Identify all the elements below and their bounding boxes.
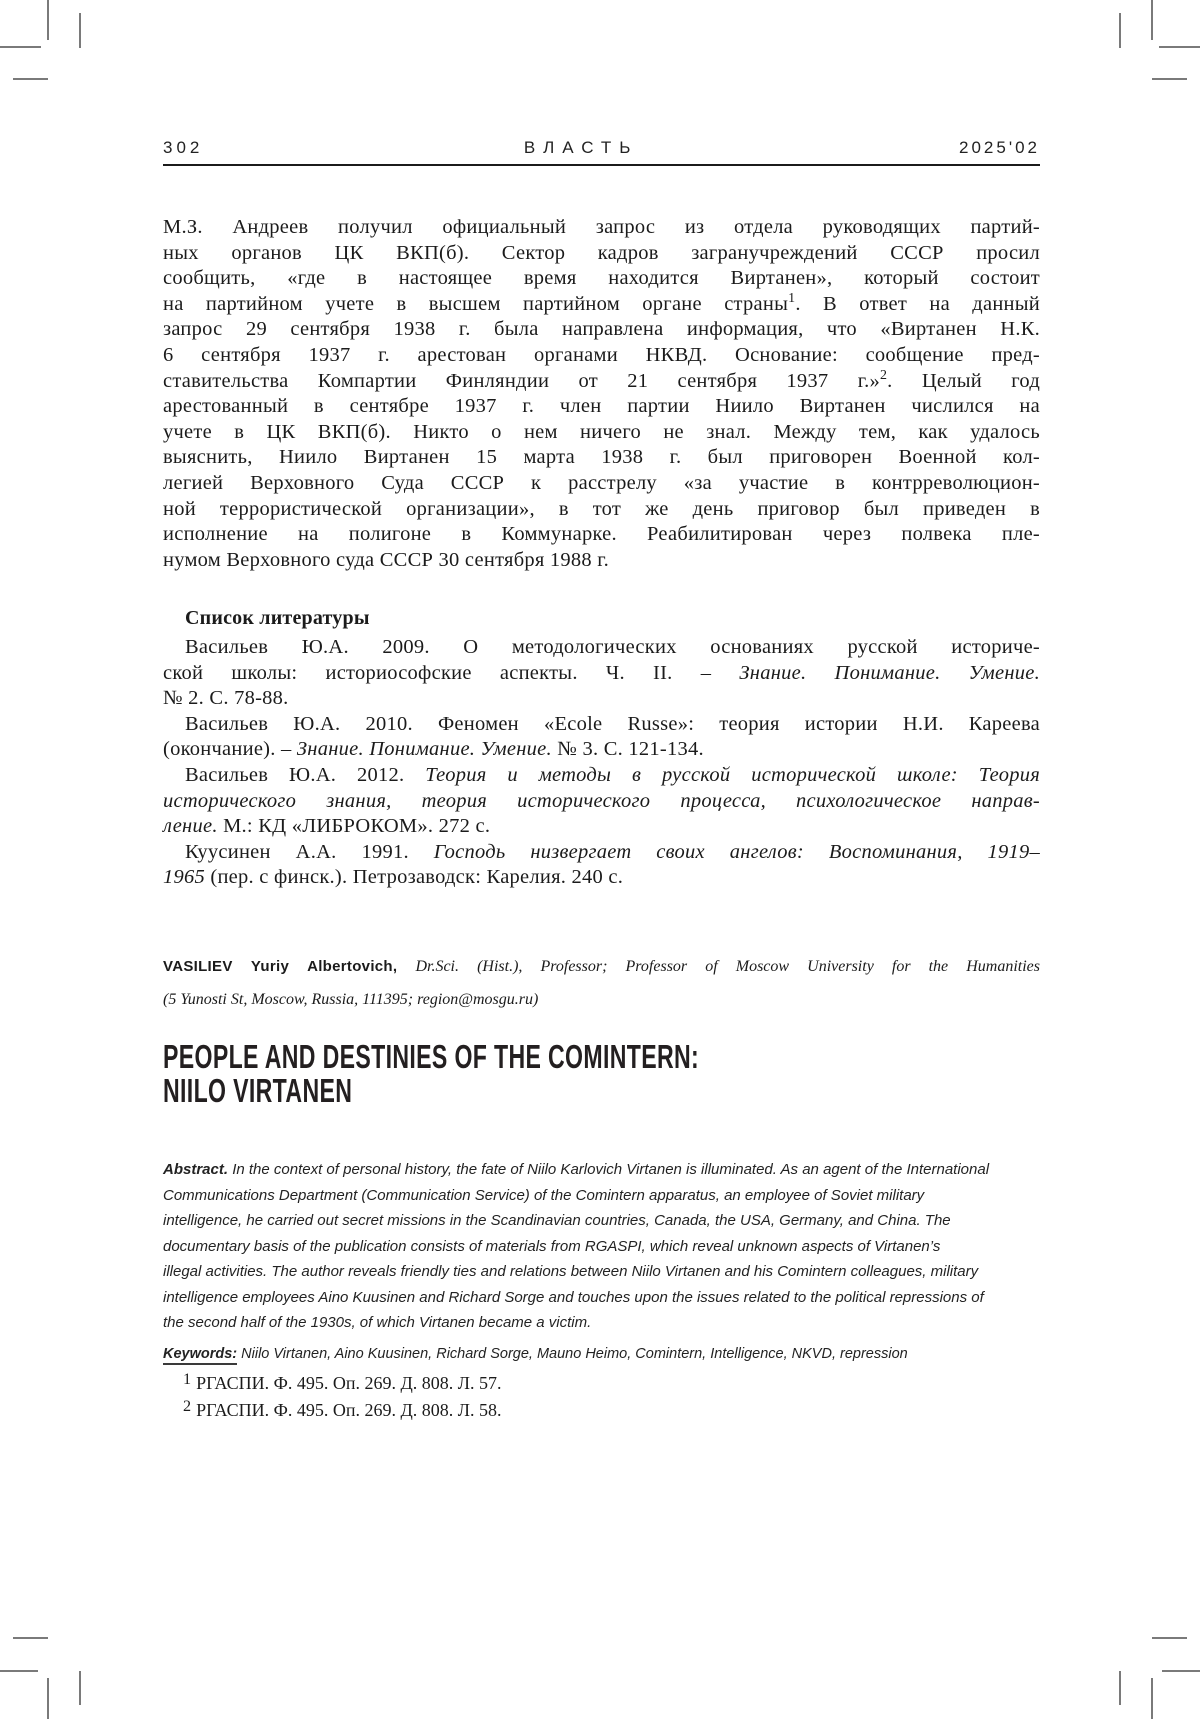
text-line <box>163 343 1040 369</box>
crop-mark <box>1151 0 1153 40</box>
running-header <box>163 138 1040 166</box>
text-line <box>163 369 1040 395</box>
text-segment: 2 <box>183 1397 192 1415</box>
text-segment: VASILIEV Yuriy Albertovich, <box>163 958 398 975</box>
text-segment: Знание. Понимание. Умение. <box>739 661 1041 684</box>
text-segment: ление. <box>163 815 218 838</box>
text-line <box>163 215 1040 241</box>
text-line <box>163 950 1040 983</box>
text-segment: intelligence, he carried out secret missions in the Scandinavian countries, Canada, the USA, Germany, and China. The <box>163 1212 951 1229</box>
text-line <box>163 317 1040 343</box>
text-segment: intelligence employees Aino Kuusinen and Richard Sorge and touches upon the issues related to the political repressions of <box>163 1288 984 1306</box>
text-line <box>163 471 1040 497</box>
text-line <box>163 1157 1040 1183</box>
text-segment: Теория и методы в русской исторической школе: Теория <box>425 763 1040 786</box>
text-segment: Keywords: <box>163 1346 237 1365</box>
reference-item <box>163 635 1040 712</box>
crop-mark <box>1152 1637 1187 1639</box>
text-segment: легией Верховного Суда СССР к расстрелу «за участие в контрреволюцион- <box>163 471 1040 494</box>
crop-mark <box>0 46 41 48</box>
text-segment: РГАСПИ. Ф. 495. Оп. 269. Д. 808. Л. 57. <box>196 1373 502 1393</box>
text-segment: Куусинен А.А. 1991. <box>185 840 434 863</box>
text-segment: ставительства Компартии Финляндии от 21 сентября 1937 г.» <box>163 369 880 392</box>
text-line <box>163 1370 1040 1397</box>
text-line <box>163 1342 1040 1367</box>
text-line <box>163 686 1040 712</box>
text-segment: М.З. Андреев получил официальный запрос из отдела руководящих партий- <box>163 216 1040 238</box>
text-line <box>163 241 1040 267</box>
references-list <box>163 635 1040 891</box>
text-segment: Communications Department (Communication Service) of the Comintern apparatus, an employee of Soviet military <box>163 1186 925 1204</box>
crop-mark <box>79 1671 81 1705</box>
text-segment: Abstract. <box>163 1161 229 1178</box>
text-segment: Васильев Ю.А. 2012. <box>185 763 426 786</box>
text-segment: documentary basis of the publication consists of materials from RGASPI, which reveal unknown aspects of Virtanen’s <box>163 1237 941 1255</box>
text-segment: Васильев Ю.А. 2009. О методологических основаниях русской историче- <box>185 636 1040 658</box>
text-segment: PEOPLE AND DESTINIES OF THE COMINTERN: <box>163 1038 700 1075</box>
text-line <box>163 1071 777 1109</box>
text-segment: учете в ЦК ВКП(б). Никто о нем ничего не знал. Между тем, как удалось <box>163 420 1040 443</box>
text-line <box>163 661 1040 687</box>
text-segment: Niilo Virtanen, Aino Kuusinen, Richard Sorge, Mauno Heimo, Comintern, Intelligence, NKVD, repression <box>237 1346 908 1362</box>
text-line <box>163 1040 777 1074</box>
text-line <box>163 1208 1040 1234</box>
text-line <box>163 712 1040 738</box>
text-segment: . Целый год <box>887 369 1040 392</box>
reference-item <box>163 712 1040 763</box>
text-line <box>163 1285 1040 1311</box>
crop-mark <box>1151 1678 1153 1719</box>
author-info-en <box>163 950 1040 1016</box>
reference-item <box>163 840 1040 891</box>
text-segment: 6 сентября 1937 г. арестован органами НКВД. Основание: сообщение пред- <box>163 343 1040 366</box>
text-segment: (5 Yunosti St, Moscow, Russia, 111395; region@mosgu.ru) <box>163 991 539 1008</box>
text-segment: 1 <box>183 1370 192 1388</box>
keywords <box>163 1342 1040 1367</box>
text-line <box>163 522 1040 548</box>
crop-mark <box>47 0 49 40</box>
text-segment: Господь низвергает своих ангелов: Воспоминания, 1919– <box>433 840 1040 863</box>
text-segment: № 2. С. 78-88. <box>163 687 289 710</box>
text-line <box>163 1259 1040 1285</box>
crop-mark <box>0 1670 38 1672</box>
text-line <box>163 394 1040 420</box>
crop-mark <box>1119 13 1121 48</box>
text-segment: ной террористической организации», в тот же день приговор был приведен в <box>163 497 1040 520</box>
text-segment: арестованный в сентябре 1937 г. член партии Ниило Виртанен числился на <box>163 395 1040 418</box>
crop-mark <box>1162 1670 1200 1672</box>
crop-mark <box>79 13 81 48</box>
text-segment: NIILO VIRTANEN <box>163 1071 353 1109</box>
text-line <box>163 983 1040 1016</box>
crop-mark <box>13 78 48 80</box>
text-segment: запрос 29 сентября 1938 г. была направлена информация, что «Виртанен Н.К. <box>163 318 1040 341</box>
text-segment: на партийном учете в высшем партийном органе страны <box>163 292 789 315</box>
text-segment: № 3. С. 121-134. <box>551 738 704 761</box>
text-segment: Dr.Sci. (Hist.), Professor; Professor of Moscow University for the Humanities <box>397 958 1041 975</box>
text-segment: 1965 <box>163 866 205 889</box>
text-segment: М.: КД «ЛИБРОКОМ». 272 с. <box>217 815 491 838</box>
text-segment: In the context of personal history, the fate of Niilo Karlovich Virtanen is illuminated. As an agent of the International <box>228 1161 990 1178</box>
crop-mark <box>1119 1671 1121 1705</box>
text-segment: сообщить, «где в настоящее время находится Виртанен», который состоит <box>163 267 1040 290</box>
text-segment: the second half of the 1930s, of which Virtanen became a victim. <box>163 1314 592 1331</box>
text-segment: нумом Верховного суда СССР 30 сентября 1988 г. <box>163 548 610 571</box>
text-line <box>163 445 1040 471</box>
text-segment: illegal activities. The author reveals friendly ties and relations between Niilo Virtanen and his Comintern colleagues, military <box>163 1263 979 1280</box>
text-line <box>163 420 1040 446</box>
issue-number: 2025'02 <box>959 138 1040 157</box>
text-segment: Знание. Понимание. Умение. <box>296 738 552 761</box>
article-title-en <box>163 1040 1040 1107</box>
crop-mark <box>13 1637 48 1639</box>
text-line <box>163 292 1040 318</box>
body-paragraph <box>163 215 1040 573</box>
text-line <box>163 865 1040 891</box>
text-segment: 2 <box>879 367 888 383</box>
text-line <box>163 789 1040 815</box>
crop-mark <box>47 1678 49 1719</box>
text-line <box>163 1234 1040 1260</box>
text-segment: исторического знания, теория исторического процесса, психологическое направ- <box>163 789 1040 812</box>
text-line <box>163 548 1040 574</box>
text-segment: ской школы: историософские аспекты. Ч. II. – <box>163 661 740 684</box>
reference-item <box>163 763 1040 840</box>
page-number: 302 <box>163 138 204 157</box>
crop-mark <box>1152 78 1187 80</box>
text-segment: Васильев Ю.А. 2010. Феномен «Ecole Russe»: теория истории Н.И. Кареева <box>185 712 1040 735</box>
text-line <box>163 763 1040 789</box>
text-line <box>163 1397 1040 1424</box>
text-segment: . В ответ на данный <box>795 292 1041 315</box>
abstract <box>163 1157 1040 1336</box>
crop-mark <box>1159 46 1200 48</box>
text-segment: выяснить, Ниило Виртанен 15 марта 1938 г. был приговорен Военной кол- <box>163 446 1040 469</box>
text-segment: ных органов ЦК ВКП(б). Сектор кадров загранучреждений СССР просил <box>163 241 1040 264</box>
text-line <box>163 1310 1040 1336</box>
text-line <box>163 266 1040 292</box>
text-segment: (пер. с финск.). Петрозаводск: Карелия. 240 с. <box>205 866 624 889</box>
text-segment: исполнение на полигоне в Коммунарке. Реабилитирован через полвека пле- <box>163 523 1040 546</box>
text-line <box>163 814 1040 840</box>
text-segment: 1 <box>788 290 796 306</box>
text-segment: РГАСПИ. Ф. 495. Оп. 269. Д. 808. Л. 58. <box>196 1400 502 1420</box>
references-heading: Список литературы <box>185 607 370 629</box>
text-line <box>163 840 1040 866</box>
text-segment: (окончание). – <box>163 738 297 761</box>
text-line <box>163 635 1040 661</box>
text-line <box>163 1183 1040 1209</box>
text-line <box>163 497 1040 523</box>
footnotes <box>163 1370 1040 1424</box>
text-line <box>163 737 1040 763</box>
journal-title: ВЛАСТЬ <box>523 138 639 157</box>
